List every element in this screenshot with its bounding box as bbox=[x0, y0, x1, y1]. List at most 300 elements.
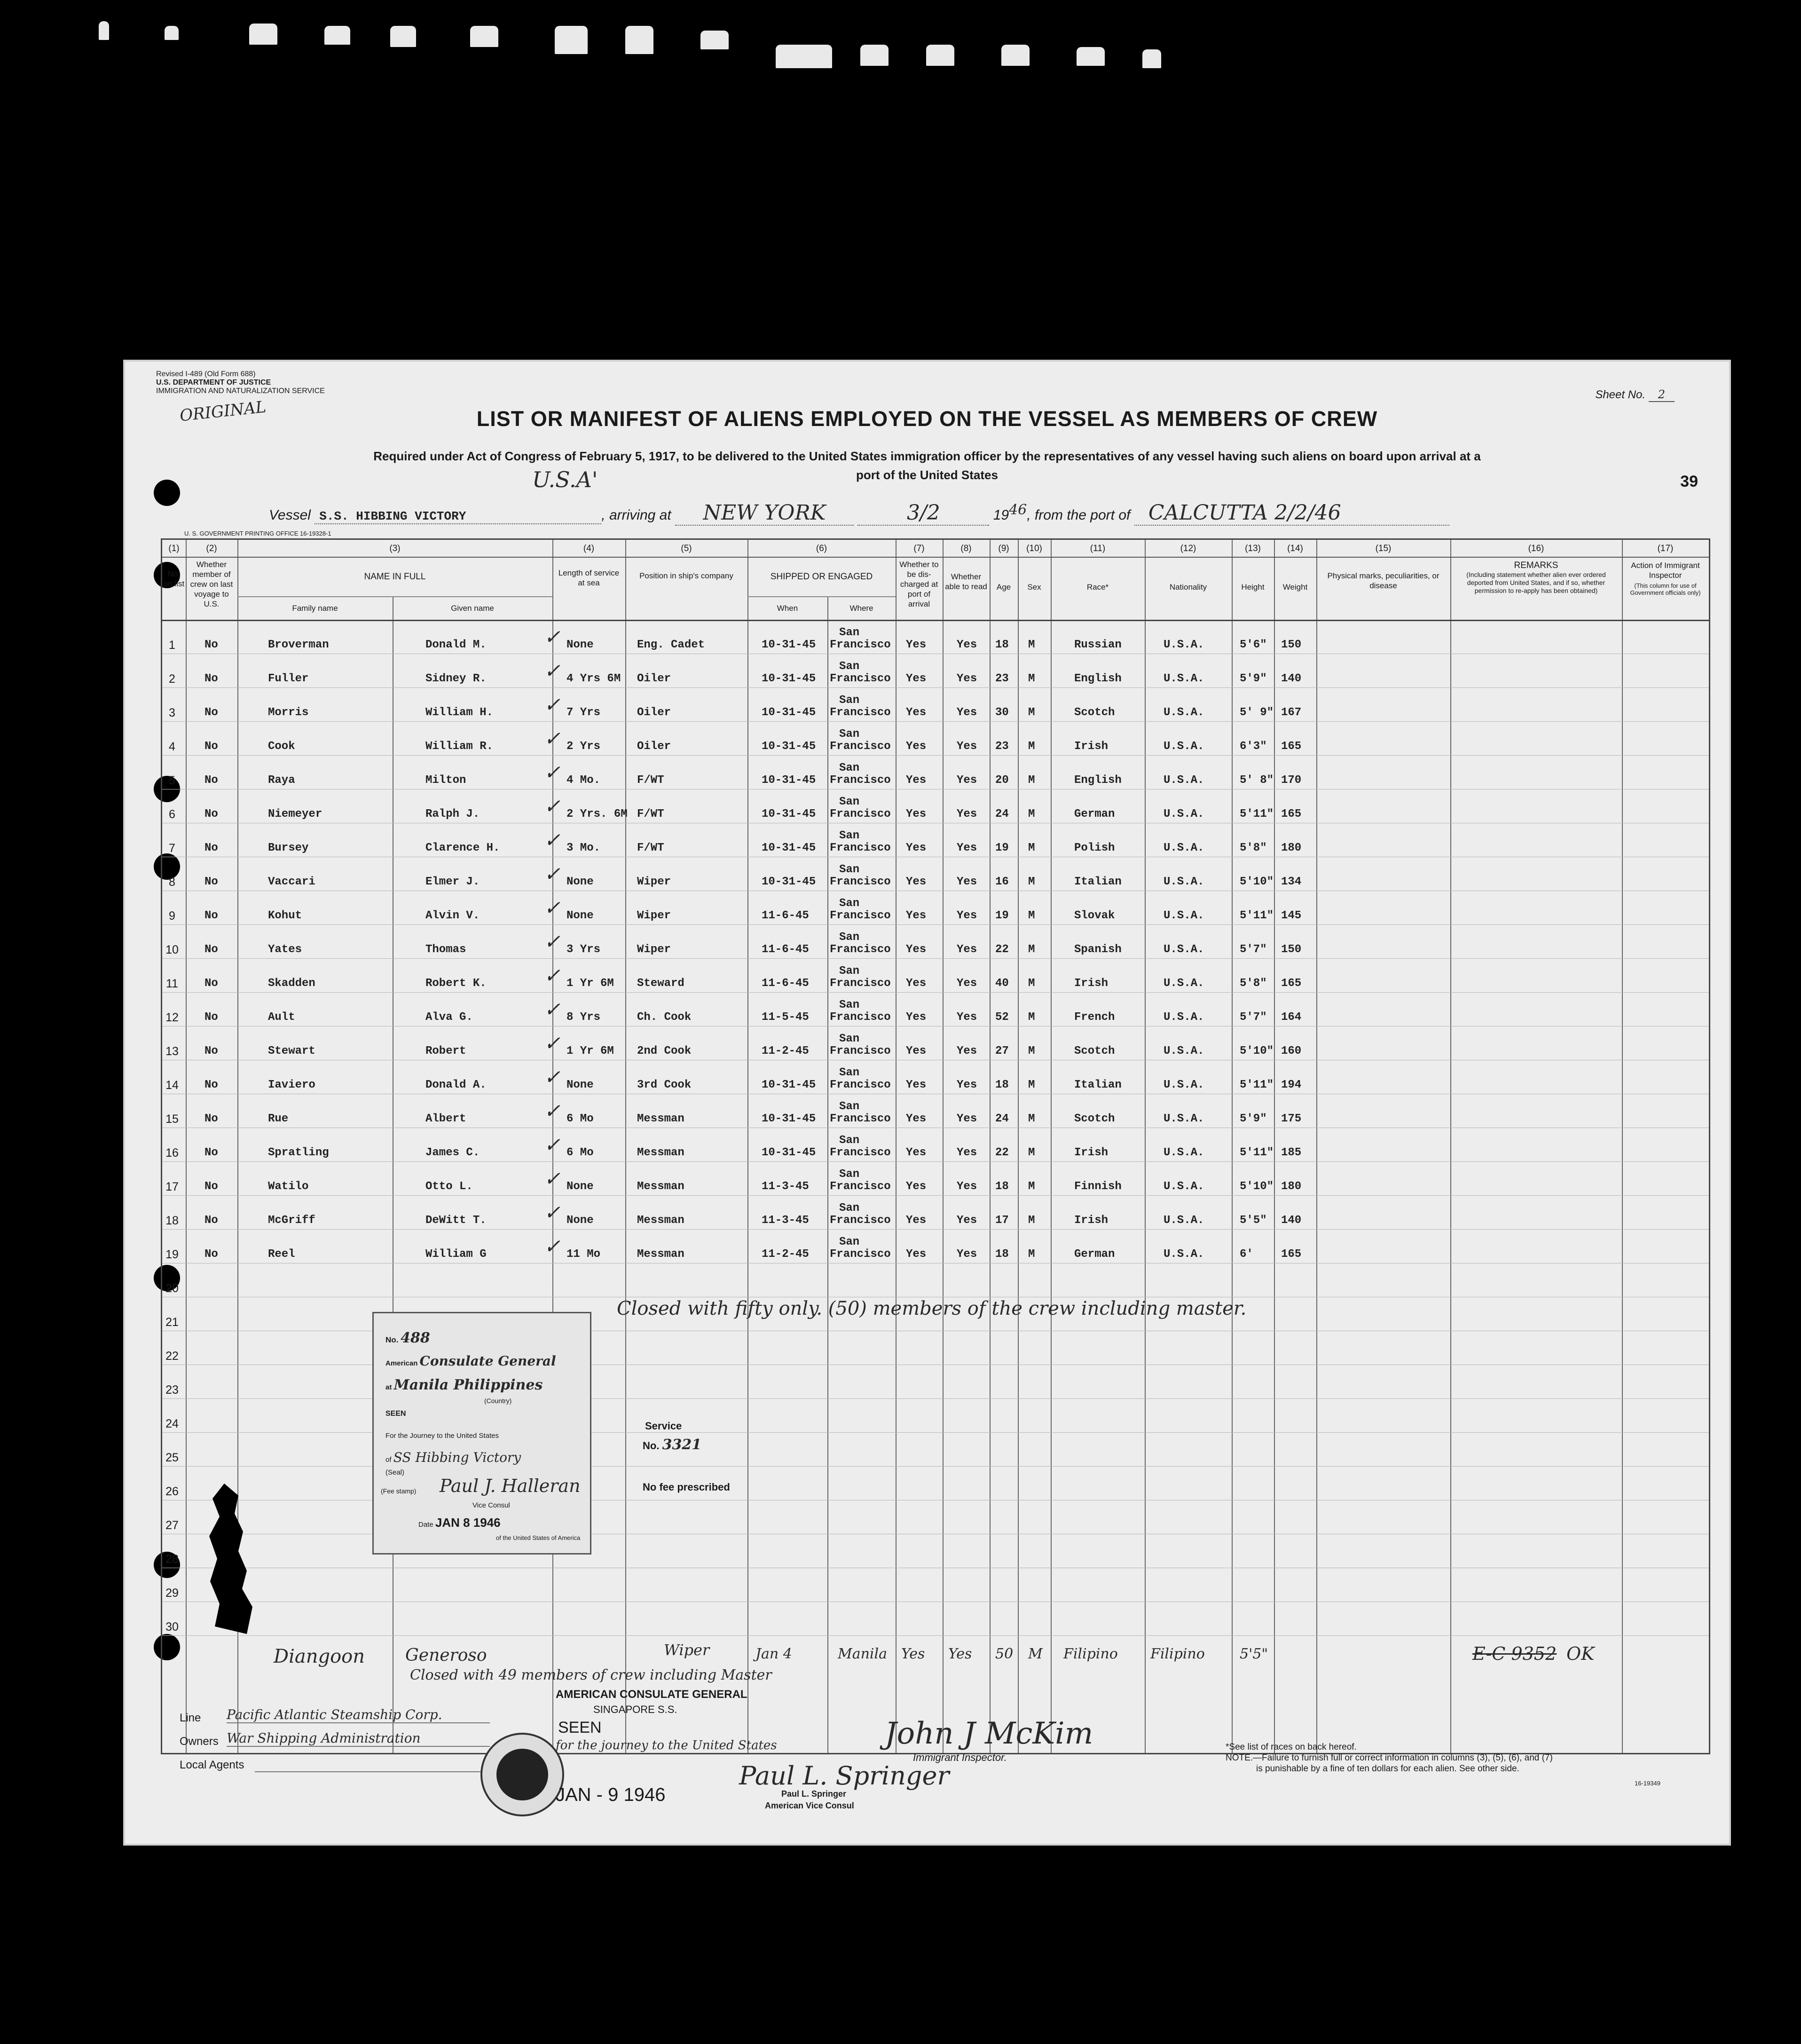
sheet-number bbox=[1595, 388, 1675, 402]
row-number: 28 bbox=[165, 1553, 179, 1566]
cell-shipped-where: Francisco bbox=[830, 706, 891, 719]
row-number: 18 bbox=[165, 1214, 179, 1227]
cell-weight: 145 bbox=[1281, 909, 1302, 922]
cell-given-name: Clarence H. bbox=[425, 842, 500, 854]
cell-shipped-when: 11-5-45 bbox=[762, 1011, 809, 1024]
inspector-label: Immigrant Inspector. bbox=[913, 1752, 1007, 1763]
stamp-vice: Vice Consul bbox=[472, 1501, 510, 1509]
cell-age: 16 bbox=[995, 876, 1009, 888]
cell-prev-voyage: No bbox=[204, 842, 218, 854]
cell-shipped-when: 10-31-45 bbox=[762, 1146, 816, 1159]
cell-prev-voyage: No bbox=[204, 943, 218, 956]
cell-discharged: Yes bbox=[906, 1045, 927, 1058]
cell-service-length: 1 Yr 6M bbox=[566, 977, 614, 990]
cell-weight: 167 bbox=[1281, 706, 1302, 719]
cell-shipped-where: Francisco bbox=[830, 1248, 891, 1261]
cell-position: F/WT bbox=[637, 808, 664, 821]
cell-able-read: Yes bbox=[957, 808, 977, 821]
cell-height: 5'10" bbox=[1240, 876, 1274, 888]
check-mark-icon: ✓ bbox=[544, 829, 561, 852]
cell-shipped-when: 11-6-45 bbox=[762, 977, 809, 990]
cell-family-name: Spratling bbox=[268, 1146, 329, 1159]
cell-race: Scotch bbox=[1074, 706, 1115, 719]
vessel-line bbox=[269, 501, 1449, 526]
cell-position: Wiper bbox=[637, 876, 671, 888]
cell-able-read: Yes bbox=[957, 1214, 977, 1227]
form-id-line1: Revised I-489 (Old Form 688) bbox=[156, 370, 256, 378]
cell-service-length: 8 Yrs bbox=[566, 1011, 601, 1024]
col-num-4: (4) bbox=[583, 544, 595, 553]
row-rule bbox=[162, 1195, 1709, 1196]
cell-shipped-when: 10-31-45 bbox=[762, 774, 816, 787]
cell-position: 3rd Cook bbox=[637, 1079, 692, 1091]
cell-nationality: U.S.A. bbox=[1164, 1113, 1204, 1125]
stamp-seal: (Seal) bbox=[385, 1468, 405, 1476]
cell-position: Messman bbox=[637, 1146, 684, 1159]
col-num-6: (6) bbox=[816, 544, 827, 553]
cell-nationality: U.S.A. bbox=[1164, 876, 1204, 888]
cell-prev-voyage: No bbox=[204, 977, 218, 990]
col-num-1: (1) bbox=[168, 544, 180, 553]
american-consulate: AMERICAN CONSULATE GENERAL bbox=[556, 1688, 747, 1701]
sheet-no-value: 2 bbox=[1649, 388, 1675, 402]
cell-position: Steward bbox=[637, 977, 684, 990]
header-discharged: Whether to be dis-charged at port of arrival bbox=[899, 560, 939, 608]
cell-shipped-where-prefix: San bbox=[839, 1066, 860, 1079]
cell-prev-voyage: No bbox=[204, 740, 218, 753]
cell-shipped-where-prefix: San bbox=[839, 1202, 860, 1215]
cell-weight: 165 bbox=[1281, 1248, 1302, 1261]
check-mark-icon: ✓ bbox=[544, 1099, 561, 1122]
cell-height: 5'5" bbox=[1240, 1214, 1267, 1227]
year-suffix: 46 bbox=[1009, 502, 1027, 518]
cell-height: 5'7" bbox=[1240, 943, 1267, 956]
cell-weight: 140 bbox=[1281, 1214, 1302, 1227]
cell-given-name: William G bbox=[425, 1248, 487, 1261]
cell-race: Irish bbox=[1074, 977, 1109, 990]
footer-seen-for: for the journey to the United States bbox=[556, 1738, 777, 1752]
cell-race: Polish bbox=[1074, 842, 1115, 854]
cell-weight: 165 bbox=[1281, 977, 1302, 990]
cell-family-name: Cook bbox=[268, 740, 295, 753]
cell-shipped-when: 11-3-45 bbox=[762, 1214, 809, 1227]
cell-race: Irish bbox=[1074, 740, 1109, 753]
cell-shipped-where: Francisco bbox=[830, 1180, 891, 1193]
check-mark-icon: ✓ bbox=[544, 896, 561, 919]
cell-prev-voyage: No bbox=[204, 706, 218, 719]
cell-shipped-where-prefix: San bbox=[839, 728, 860, 741]
closing-note: Closed with fifty only. (50) members of the crew including master. bbox=[617, 1298, 1247, 1319]
cell-given-name: Alvin V. bbox=[425, 909, 480, 922]
header-name-in-full: NAME IN FULL bbox=[364, 572, 426, 582]
from-port: CALCUTTA 2/2/46 bbox=[1134, 501, 1449, 526]
line-value: Pacific Atlantic Steamship Corp. bbox=[227, 1707, 490, 1723]
cell-prev-voyage: No bbox=[204, 1079, 218, 1091]
cell-prev-voyage: No bbox=[204, 1045, 218, 1058]
printing-office: U. S. GOVERNMENT PRINTING OFFICE 16-19328-1 bbox=[184, 530, 331, 537]
cell-able-read: Yes bbox=[957, 706, 977, 719]
cell-height: 5'8" bbox=[1240, 842, 1267, 854]
cell-family-name: Niemeyer bbox=[268, 808, 322, 821]
row30-age: 50 bbox=[995, 1646, 1014, 1662]
cell-discharged: Yes bbox=[906, 808, 927, 821]
cell-shipped-where: Francisco bbox=[830, 842, 891, 854]
cell-age: 23 bbox=[995, 672, 1009, 685]
row-number: 2 bbox=[169, 672, 175, 686]
cell-race: Slovak bbox=[1074, 909, 1115, 922]
cell-able-read: Yes bbox=[957, 1079, 977, 1091]
cell-prev-voyage: No bbox=[204, 909, 218, 922]
cell-weight: 180 bbox=[1281, 1180, 1302, 1193]
cell-race: Spanish bbox=[1074, 943, 1122, 956]
cell-shipped-where-prefix: San bbox=[839, 694, 860, 707]
cell-prev-voyage: No bbox=[204, 639, 218, 651]
cell-shipped-where: Francisco bbox=[830, 1011, 891, 1024]
cell-nationality: U.S.A. bbox=[1164, 774, 1204, 787]
cell-able-read: Yes bbox=[957, 672, 977, 685]
header-no-on-list: No. on list bbox=[163, 569, 185, 588]
cell-sex: M bbox=[1028, 1113, 1035, 1125]
cell-service-length: 1 Yr 6M bbox=[566, 1045, 614, 1058]
cell-height: 5'9" bbox=[1240, 1113, 1267, 1125]
form-id-line3: IMMIGRATION AND NATURALIZATION SERVICE bbox=[156, 387, 325, 395]
check-mark-icon: ✓ bbox=[544, 727, 561, 750]
cell-position: Messman bbox=[637, 1113, 684, 1125]
cell-weight: 164 bbox=[1281, 1011, 1302, 1024]
row-rule bbox=[162, 1229, 1709, 1230]
cell-shipped-where-prefix: San bbox=[839, 1134, 860, 1147]
note-failure: NOTE.—Failure to furnish full or correct information in columns (3), (5), (6), and (7) bbox=[1226, 1753, 1553, 1763]
cell-service-length: None bbox=[566, 876, 594, 888]
cell-discharged: Yes bbox=[906, 639, 927, 651]
cell-given-name: James C. bbox=[425, 1146, 480, 1159]
cell-prev-voyage: No bbox=[204, 1214, 218, 1227]
row-number: 23 bbox=[165, 1383, 179, 1397]
year-prefix: 19 bbox=[993, 507, 1009, 523]
cell-nationality: U.S.A. bbox=[1164, 943, 1204, 956]
check-mark-icon: ✓ bbox=[544, 1235, 561, 1258]
cell-age: 24 bbox=[995, 808, 1009, 821]
footer-seen: SEEN bbox=[558, 1719, 602, 1736]
cell-position: Eng. Cadet bbox=[637, 639, 705, 651]
cell-service-length: 6 Mo bbox=[566, 1113, 594, 1125]
cell-age: 18 bbox=[995, 639, 1009, 651]
cell-prev-voyage: No bbox=[204, 672, 218, 685]
cell-given-name: Otto L. bbox=[425, 1180, 473, 1193]
header-age: Age bbox=[996, 583, 1011, 592]
cell-race: Irish bbox=[1074, 1146, 1109, 1159]
cell-prev-voyage: No bbox=[204, 808, 218, 821]
row30-height: 5'5" bbox=[1240, 1646, 1268, 1662]
cell-height: 5'10" bbox=[1240, 1045, 1274, 1058]
check-mark-icon: ✓ bbox=[544, 1032, 561, 1055]
cell-discharged: Yes bbox=[906, 909, 927, 922]
stamp-of-value: SS Hibbing Victory bbox=[393, 1450, 521, 1465]
service-no-value: 3321 bbox=[662, 1436, 702, 1453]
cell-weight: 134 bbox=[1281, 876, 1302, 888]
cell-race: Scotch bbox=[1074, 1113, 1115, 1125]
cell-shipped-where-prefix: San bbox=[839, 762, 860, 774]
row-rule bbox=[162, 924, 1709, 925]
cell-weight: 140 bbox=[1281, 672, 1302, 685]
cell-height: 5' 8" bbox=[1240, 774, 1274, 787]
cell-age: 19 bbox=[995, 909, 1009, 922]
cell-sex: M bbox=[1028, 672, 1035, 685]
cell-service-length: None bbox=[566, 1180, 594, 1193]
cell-position: F/WT bbox=[637, 774, 664, 787]
cell-shipped-where-prefix: San bbox=[839, 1100, 860, 1113]
cell-shipped-when: 10-31-45 bbox=[762, 842, 816, 854]
row-number: 10 bbox=[165, 943, 179, 956]
stamp-date: JAN 8 1946 bbox=[435, 1515, 501, 1530]
cell-prev-voyage: No bbox=[204, 774, 218, 787]
original-mark: ORIGINAL bbox=[179, 397, 267, 426]
consulate-seal bbox=[480, 1733, 564, 1816]
cell-able-read: Yes bbox=[957, 1045, 977, 1058]
cell-family-name: Raya bbox=[268, 774, 295, 787]
cell-given-name: Elmer J. bbox=[425, 876, 480, 888]
cell-shipped-when: 10-31-45 bbox=[762, 740, 816, 753]
stamp-at-value: Manila Philippines bbox=[393, 1377, 543, 1393]
row-rule bbox=[162, 687, 1709, 688]
cell-given-name: Robert K. bbox=[425, 977, 487, 990]
col-num-3: (3) bbox=[389, 544, 401, 553]
cell-shipped-when: 10-31-45 bbox=[762, 1113, 816, 1125]
row30-when: Jan 4 bbox=[755, 1646, 792, 1662]
cell-given-name: Donald M. bbox=[425, 639, 487, 651]
col-num-15: (15) bbox=[1375, 544, 1392, 553]
cell-shipped-when: 11-6-45 bbox=[762, 943, 809, 956]
cell-shipped-when: 10-31-45 bbox=[762, 808, 816, 821]
cell-age: 30 bbox=[995, 706, 1009, 719]
service-label: Service bbox=[645, 1420, 682, 1432]
vessel-label: Vessel bbox=[269, 507, 311, 523]
page-number: 39 bbox=[1680, 473, 1698, 490]
vice-consul-signature: Paul L. Springer bbox=[739, 1761, 950, 1791]
col-num-17: (17) bbox=[1657, 544, 1674, 553]
cell-position: F/WT bbox=[637, 842, 664, 854]
cell-sex: M bbox=[1028, 842, 1035, 854]
cell-race: English bbox=[1074, 672, 1122, 685]
cell-able-read: Yes bbox=[957, 639, 977, 651]
cell-position: 2nd Cook bbox=[637, 1045, 692, 1058]
cell-nationality: U.S.A. bbox=[1164, 672, 1204, 685]
note-races: *See list of races on back hereof. bbox=[1226, 1742, 1357, 1752]
cell-service-length: 3 Mo. bbox=[566, 842, 601, 854]
col-num-5: (5) bbox=[681, 544, 692, 553]
cell-service-length: None bbox=[566, 909, 594, 922]
col-num-12: (12) bbox=[1180, 544, 1196, 553]
cell-shipped-when: 10-31-45 bbox=[762, 706, 816, 719]
row-number: 30 bbox=[165, 1620, 179, 1634]
cell-sex: M bbox=[1028, 1011, 1035, 1024]
cell-shipped-when: 10-31-45 bbox=[762, 1079, 816, 1091]
cell-service-length: None bbox=[566, 1214, 594, 1227]
cell-sex: M bbox=[1028, 808, 1035, 821]
col-num-7: (7) bbox=[913, 544, 925, 553]
cell-shipped-where: Francisco bbox=[830, 672, 891, 685]
stamp-no-value: 488 bbox=[401, 1330, 430, 1346]
cell-position: Oiler bbox=[637, 740, 671, 753]
cell-shipped-where: Francisco bbox=[830, 876, 891, 888]
cell-family-name: Vaccari bbox=[268, 876, 315, 888]
row30-family: Diangoon bbox=[274, 1646, 365, 1667]
row-number: 17 bbox=[165, 1180, 179, 1193]
footer-date-stamp: JAN - 9 1946 bbox=[556, 1784, 666, 1805]
header-action-note: (This column for use of Government officials only) bbox=[1630, 582, 1701, 596]
cell-shipped-when: 11-2-45 bbox=[762, 1248, 809, 1261]
check-mark-icon: ✓ bbox=[544, 1167, 561, 1190]
stamp-at-label: at bbox=[385, 1383, 392, 1391]
cell-service-length: 6 Mo bbox=[566, 1146, 594, 1159]
manifest-sheet bbox=[123, 360, 1731, 1846]
cell-service-length: 2 Yrs bbox=[566, 740, 601, 753]
cell-shipped-where-prefix: San bbox=[839, 999, 860, 1011]
row-number: 20 bbox=[165, 1282, 179, 1295]
cell-shipped-when: 10-31-45 bbox=[762, 639, 816, 651]
row-rule bbox=[162, 992, 1709, 993]
check-mark-icon: ✓ bbox=[544, 930, 561, 953]
cell-discharged: Yes bbox=[906, 977, 927, 990]
header-weight: Weight bbox=[1282, 583, 1308, 592]
cell-height: 5'10" bbox=[1240, 1180, 1274, 1193]
service-no-fee: No fee prescribed bbox=[643, 1481, 730, 1493]
stamp-country: (Country) bbox=[484, 1397, 512, 1405]
cell-discharged: Yes bbox=[906, 1146, 927, 1159]
cell-service-length: None bbox=[566, 639, 594, 651]
cell-able-read: Yes bbox=[957, 1248, 977, 1261]
stamp-signature: Paul J. Halleran bbox=[440, 1476, 581, 1496]
header-shipped-engaged: SHIPPED OR ENGAGED bbox=[770, 572, 873, 582]
cell-shipped-where: Francisco bbox=[830, 1146, 891, 1159]
cell-shipped-where-prefix: San bbox=[839, 660, 860, 673]
stamp-date-label: Date bbox=[418, 1521, 433, 1529]
cell-able-read: Yes bbox=[957, 943, 977, 956]
cell-given-name: Albert bbox=[425, 1113, 466, 1125]
cell-able-read: Yes bbox=[957, 876, 977, 888]
cell-height: 5'11" bbox=[1240, 909, 1274, 922]
punch-hole bbox=[154, 480, 180, 506]
cell-race: Italian bbox=[1074, 1079, 1122, 1091]
arriving-label: , arriving at bbox=[601, 507, 671, 523]
header-race: Race* bbox=[1086, 583, 1109, 592]
service-no-label: No. bbox=[643, 1440, 660, 1452]
stamp-seen: SEEN bbox=[385, 1410, 406, 1418]
row-number: 15 bbox=[165, 1113, 179, 1126]
stamp-of-us: of the United States of America bbox=[496, 1534, 581, 1541]
cell-prev-voyage: No bbox=[204, 1146, 218, 1159]
cell-age: 52 bbox=[995, 1011, 1009, 1024]
cell-sex: M bbox=[1028, 876, 1035, 888]
cell-height: 5'9" bbox=[1240, 672, 1267, 685]
cell-age: 23 bbox=[995, 740, 1009, 753]
vice-consul-name: Paul L. Springer bbox=[781, 1789, 847, 1799]
row30-nat: Filipino bbox=[1150, 1646, 1205, 1662]
row-number: 4 bbox=[169, 740, 175, 753]
agents-field bbox=[255, 1771, 490, 1772]
cell-shipped-where-prefix: San bbox=[839, 1033, 860, 1045]
cell-race: Scotch bbox=[1074, 1045, 1115, 1058]
cell-given-name: Robert bbox=[425, 1045, 466, 1058]
cell-position: Ch. Cook bbox=[637, 1011, 692, 1024]
col-num-10: (10) bbox=[1026, 544, 1042, 553]
row-number: 22 bbox=[165, 1350, 179, 1363]
cell-height: 5'6" bbox=[1240, 639, 1267, 651]
row-number: 14 bbox=[165, 1079, 179, 1092]
cell-family-name: Ault bbox=[268, 1011, 295, 1024]
cell-shipped-where-prefix: San bbox=[839, 796, 860, 808]
col-num-9: (9) bbox=[998, 544, 1009, 553]
vessel-name: S.S. HIBBING VICTORY bbox=[315, 509, 601, 524]
cell-race: Russian bbox=[1074, 639, 1122, 651]
cell-shipped-when: 11-3-45 bbox=[762, 1180, 809, 1193]
cell-discharged: Yes bbox=[906, 876, 927, 888]
cell-race: French bbox=[1074, 1011, 1115, 1024]
form-code: 16-19349 bbox=[1635, 1780, 1660, 1787]
row-number: 13 bbox=[165, 1045, 179, 1058]
cell-weight: 150 bbox=[1281, 639, 1302, 651]
row-rule bbox=[162, 1161, 1709, 1162]
check-mark-icon: ✓ bbox=[544, 659, 561, 682]
cell-weight: 170 bbox=[1281, 774, 1302, 787]
col-num-11: (11) bbox=[1090, 544, 1106, 553]
cell-nationality: U.S.A. bbox=[1164, 740, 1204, 753]
cell-shipped-where: Francisco bbox=[830, 639, 891, 651]
row-number: 21 bbox=[165, 1316, 179, 1329]
cell-shipped-where-prefix: San bbox=[839, 863, 860, 876]
row30-position: Wiper bbox=[664, 1641, 710, 1659]
cell-family-name: Watilo bbox=[268, 1180, 309, 1193]
row-number: 6 bbox=[169, 808, 175, 821]
row-number: 5 bbox=[169, 774, 175, 787]
cell-position: Wiper bbox=[637, 909, 671, 922]
cell-family-name: Morris bbox=[268, 706, 309, 719]
cell-shipped-where: Francisco bbox=[830, 909, 891, 922]
cell-family-name: Fuller bbox=[268, 672, 309, 685]
cell-age: 20 bbox=[995, 774, 1009, 787]
row30-where: Manila bbox=[838, 1646, 887, 1662]
stamp-american-label: American bbox=[385, 1359, 418, 1367]
stamp-american-value: Consulate General bbox=[419, 1353, 556, 1369]
cell-given-name: Sidney R. bbox=[425, 672, 487, 685]
cell-position: Messman bbox=[637, 1214, 684, 1227]
cell-nationality: U.S.A. bbox=[1164, 1146, 1204, 1159]
cell-discharged: Yes bbox=[906, 1113, 927, 1125]
cell-discharged: Yes bbox=[906, 1180, 927, 1193]
row-number: 16 bbox=[165, 1146, 179, 1160]
cell-family-name: McGriff bbox=[268, 1214, 315, 1227]
cell-service-length: 11 Mo bbox=[566, 1248, 601, 1261]
document-subtitle-line1: Required under Act of Congress of February 5, 1917, to be delivered to the United States immigration officer by the representatives of any vessel having such aliens on board upon arrival at a bbox=[373, 449, 1481, 463]
cell-service-length: 3 Yrs bbox=[566, 943, 601, 956]
singapore: SINGAPORE S.S. bbox=[593, 1704, 677, 1715]
cell-shipped-where: Francisco bbox=[830, 774, 891, 787]
row30-given: Generoso bbox=[405, 1646, 487, 1665]
cell-sex: M bbox=[1028, 909, 1035, 922]
cell-service-length: None bbox=[566, 1079, 594, 1091]
cell-sex: M bbox=[1028, 639, 1035, 651]
cell-given-name: Milton bbox=[425, 774, 466, 787]
cell-position: Messman bbox=[637, 1180, 684, 1193]
row30-ok: OK bbox=[1566, 1643, 1595, 1664]
cell-height: 5'11" bbox=[1240, 808, 1274, 821]
row30-race: Filipino bbox=[1063, 1646, 1118, 1662]
cell-race: German bbox=[1074, 808, 1115, 821]
header-length-service: Length of service at sea bbox=[558, 568, 620, 587]
row-number: 12 bbox=[165, 1011, 179, 1024]
cell-race: Finnish bbox=[1074, 1180, 1122, 1193]
cell-given-name: Alva G. bbox=[425, 1011, 473, 1024]
